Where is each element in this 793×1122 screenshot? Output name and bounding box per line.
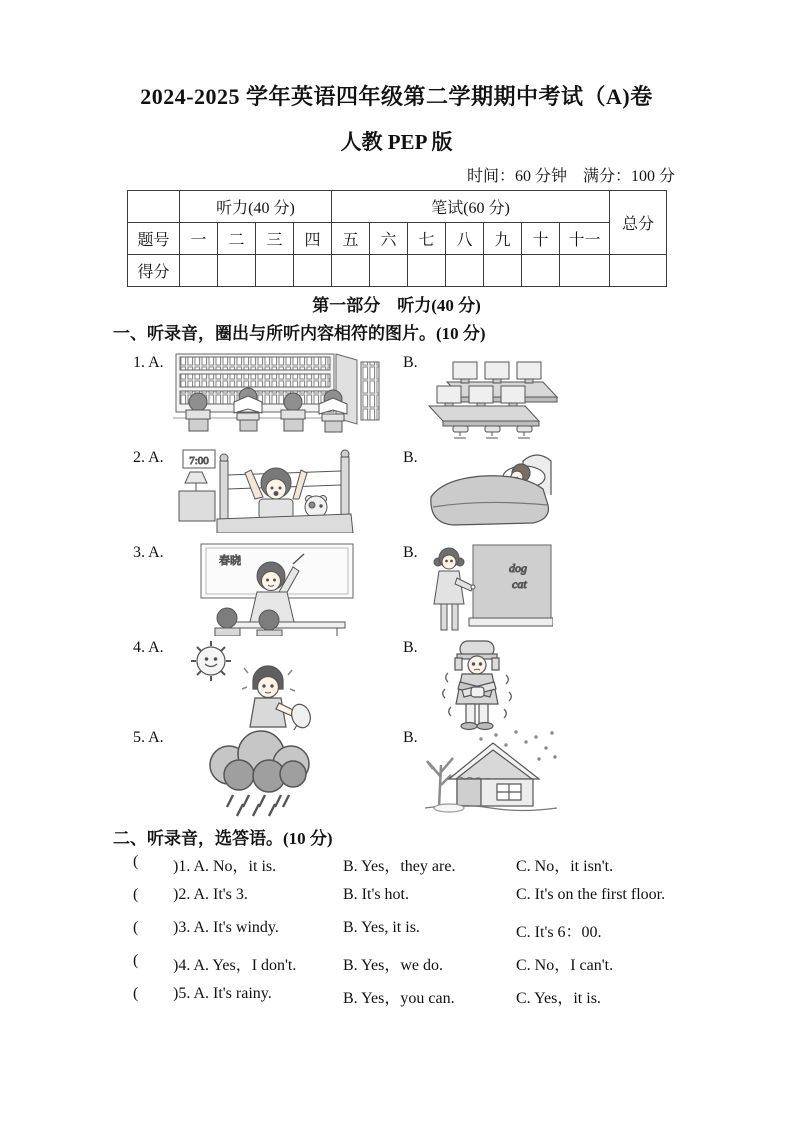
answer-row-2	[113, 886, 733, 916]
answer-option-b: B. Yes, it is.	[343, 919, 420, 936]
option-b-label: B.	[403, 354, 418, 371]
total-header-cell: 总分	[610, 191, 667, 255]
question-number-cell: 十	[522, 223, 560, 255]
chinese-class-image	[173, 542, 355, 636]
question-number-cell: 五	[332, 223, 370, 255]
question-number-cell: 九	[484, 223, 522, 255]
hot-sunny-image	[173, 637, 348, 731]
score-blank-cell	[522, 255, 560, 287]
question-number-cell: 二	[218, 223, 256, 255]
computer-room-drawing	[421, 352, 561, 440]
listening-item-3	[133, 542, 713, 637]
option-a-label: 3. A.	[133, 544, 164, 561]
table-row	[128, 191, 667, 223]
answer-option-b: B. It's hot.	[343, 886, 409, 903]
child-sleeping-image	[421, 447, 556, 529]
listening-item-1	[133, 352, 713, 447]
option-b-label: B.	[403, 729, 418, 746]
score-blank-cell	[408, 255, 446, 287]
written-header-cell: 笔试(60 分)	[332, 191, 610, 223]
hot-weather-drawing	[173, 637, 348, 731]
score-blank-cell	[370, 255, 408, 287]
question-number-cell: 八	[446, 223, 484, 255]
question-number-cell: 六	[370, 223, 408, 255]
score-blank-cell	[218, 255, 256, 287]
library-image	[173, 352, 385, 434]
option-a-label: 1. A.	[133, 354, 164, 371]
option-a-label: 2. A.	[133, 449, 164, 466]
table-row	[128, 255, 667, 287]
listening-item-2	[133, 447, 713, 542]
rain-cloud-drawing	[173, 727, 345, 819]
answer-option-b: B. Yes，we do.	[343, 957, 444, 974]
answer-option-a: )2. A. It's 3.	[173, 886, 248, 903]
chinese-class-drawing	[173, 542, 355, 636]
girl-waking-up-image	[173, 447, 355, 533]
score-blank-cell	[560, 255, 610, 287]
answer-option-c: C. No，I can't.	[516, 957, 614, 974]
library-students-reading-image	[173, 352, 385, 434]
total-blank-cell	[610, 255, 667, 287]
exam-subtitle: 人教 PEP 版	[340, 130, 453, 154]
score-table	[127, 190, 667, 287]
question-number-cell: 三	[256, 223, 294, 255]
score-blank-cell	[484, 255, 522, 287]
cold-weather-drawing	[421, 637, 533, 731]
clock-text: 7:00	[189, 455, 209, 467]
sleeping-bed-drawing	[421, 447, 556, 529]
score-blank-cell	[256, 255, 294, 287]
answer-option-c: C. Yes，it is.	[516, 990, 601, 1007]
section2-heading: 二、听录音，选答语。(10 分)	[113, 829, 333, 848]
score-blank-cell	[294, 255, 332, 287]
answer-option-c: C. No，it isn't.	[516, 858, 614, 875]
option-b-label: B.	[403, 639, 418, 656]
part1-heading: 第一部分 听力(40 分)	[312, 296, 481, 315]
answer-row-1	[113, 853, 733, 883]
question-number-cell: 七	[408, 223, 446, 255]
score-blank-cell	[332, 255, 370, 287]
answer-row-5	[113, 985, 733, 1015]
option-a-label: 5. A.	[133, 729, 164, 746]
time-score-info: 时间：60 分钟 满分：100 分	[466, 168, 675, 185]
answer-paren: (	[133, 985, 139, 1002]
listening-item-5	[133, 727, 713, 822]
corner-cell	[128, 191, 180, 223]
answer-option-a: )5. A. It's rainy.	[173, 985, 272, 1002]
question-number-cell: 一	[180, 223, 218, 255]
answer-option-c: C. It's on the first floor.	[516, 886, 666, 903]
answer-paren: (	[133, 853, 139, 870]
listening-item-4	[133, 637, 713, 732]
rain-cloud-image	[173, 727, 345, 819]
answer-paren: (	[133, 919, 139, 936]
score-row-label: 得分	[128, 255, 180, 287]
exam-title: 2024-2025 学年英语四年级第二学期期中考试（A)卷	[140, 84, 653, 109]
question-row-label: 题号	[128, 223, 180, 255]
question-number-cell: 十一	[560, 223, 610, 255]
answer-row-3	[113, 919, 733, 949]
blackboard-text: 春晓	[219, 555, 241, 567]
snowy-house-drawing	[421, 727, 561, 819]
board-word-dog: dog	[509, 561, 527, 575]
answer-paren: (	[133, 886, 139, 903]
answer-option-a: )1. A. No，it is.	[173, 858, 277, 875]
snowy-house-image	[421, 727, 561, 819]
table-row	[128, 223, 667, 255]
english-class-image	[421, 542, 553, 636]
score-blank-cell	[446, 255, 484, 287]
score-blank-cell	[180, 255, 218, 287]
answer-option-a: )3. A. It's windy.	[173, 919, 279, 936]
board-word-cat: cat	[512, 577, 527, 591]
answer-paren: (	[133, 952, 139, 969]
answer-option-b: B. Yes，they are.	[343, 858, 456, 875]
answer-row-4	[113, 952, 733, 982]
option-a-label: 4. A.	[133, 639, 164, 656]
question-number-cell: 四	[294, 223, 332, 255]
answer-option-b: B. Yes，you can.	[343, 990, 455, 1007]
wake-up-drawing	[173, 447, 355, 533]
listening-header-cell: 听力(40 分)	[180, 191, 332, 223]
cold-shivering-image	[421, 637, 533, 731]
computer-room-image	[421, 352, 561, 440]
answer-option-a: )4. A. Yes，I don't.	[173, 957, 297, 974]
english-class-drawing	[421, 542, 553, 636]
answer-option-c: C. It's 6：00.	[516, 924, 602, 941]
option-b-label: B.	[403, 449, 418, 466]
option-b-label: B.	[403, 544, 418, 561]
section1-heading: 一、听录音，圈出与所听内容相符的图片。(10 分)	[113, 324, 486, 343]
